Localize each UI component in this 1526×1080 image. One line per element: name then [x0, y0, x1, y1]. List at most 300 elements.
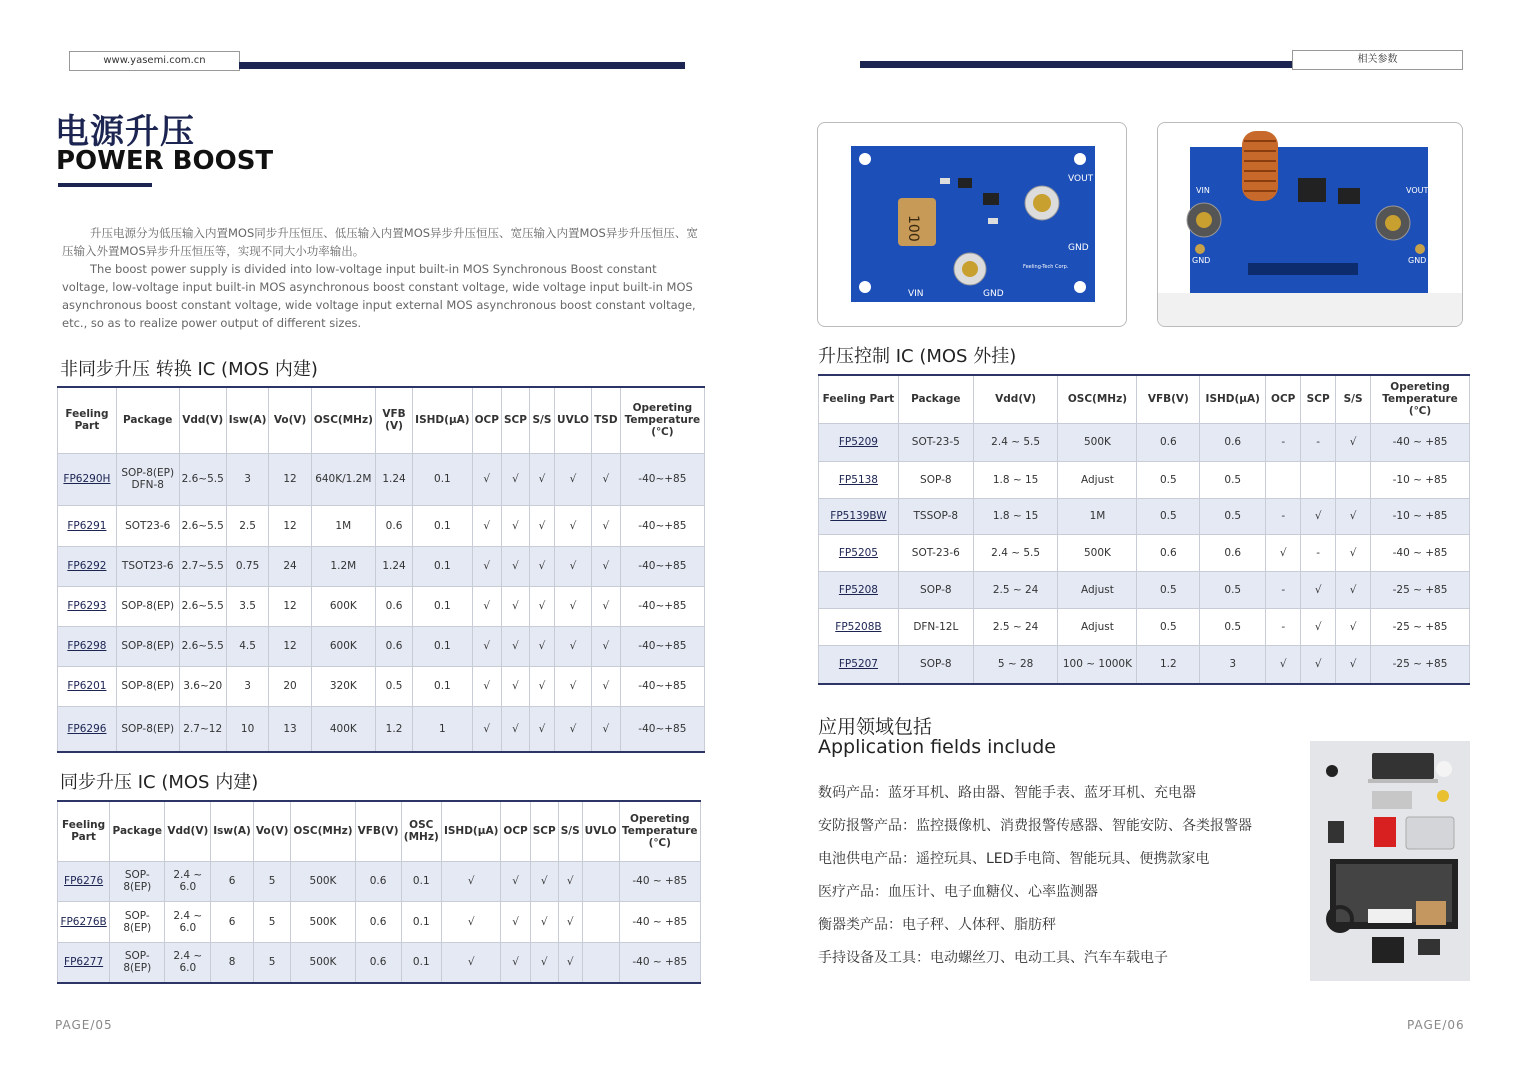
table2-heading: 同步升压 IC (MOS 内建) [60, 772, 259, 793]
table-cell: 3 [226, 453, 269, 505]
intro-cn: 升压电源分为低压输入内置MOS同步升压恒压、低压输入内置MOS异步升压恒压、宽压输入内置MOS异步升压恒压、宽压输入外置MOS异步升压恒压等，实现不同大小功率输出。 [62, 226, 698, 258]
column-header: VFB(V) [355, 801, 401, 861]
header-bar-left [239, 62, 685, 69]
part-number-link[interactable]: FP6277 [58, 942, 110, 983]
column-header: ISHD(μA) [413, 387, 472, 453]
table-cell [582, 901, 619, 942]
table-cell: 2.6~5.5 [179, 505, 226, 546]
table-row [58, 666, 705, 706]
table-cell: 2.5 [226, 505, 269, 546]
table-cell: 12 [269, 626, 311, 666]
application-item: 医疗产品：血压计、电子血糖仪、心率监测器 [818, 884, 1098, 900]
table-row [58, 505, 705, 546]
table-cell: -40~+85 [620, 586, 704, 626]
table-cell: -40 ~ +85 [619, 861, 700, 901]
table-cell: SOP-8(EP) [110, 901, 165, 942]
table-row [819, 645, 1470, 684]
table-cell: √ [1301, 645, 1336, 684]
table-cell: √ [1266, 645, 1301, 684]
table-cell: √ [555, 586, 592, 626]
async-boost-table [57, 386, 705, 753]
table-cell: 0.75 [226, 546, 269, 586]
table-cell: 0.6 [355, 942, 401, 983]
table-cell: √ [501, 453, 529, 505]
table-cell [582, 861, 619, 901]
table-cell: 0.1 [413, 505, 472, 546]
table-cell: -40 ~ +85 [1371, 423, 1470, 461]
table-cell: 500K [291, 901, 355, 942]
table-cell: √ [472, 505, 501, 546]
part-number-link[interactable]: FP6293 [58, 586, 117, 626]
table-cell: √ [591, 586, 620, 626]
application-item: 安防报警产品：监控摄像机、消费报警传感器、智能安防、各类报警器 [818, 818, 1252, 834]
table-cell: √ [1336, 498, 1371, 534]
table-cell: TSSOP-8 [898, 498, 973, 534]
table-cell: 1.8 ~ 15 [973, 498, 1058, 534]
right-page-tag: 相关参数 [1292, 50, 1463, 70]
table-cell: Adjust [1058, 608, 1137, 645]
table-cell: SOP-8(EP) [110, 942, 165, 983]
table-cell: √ [529, 666, 554, 706]
table-cell: 0.6 [1200, 534, 1266, 571]
table-cell: √ [501, 586, 529, 626]
column-header: SCP [501, 387, 529, 453]
part-number-link[interactable]: FP5138 [819, 461, 899, 498]
table-cell: - [1266, 423, 1301, 461]
table-cell: √ [1336, 645, 1371, 684]
column-header: S/S [529, 387, 554, 453]
column-header: Opereting Temperature (℃) [619, 801, 700, 861]
table-cell: SOP-8(EP) [110, 861, 165, 901]
table-cell: √ [501, 505, 529, 546]
table-cell: √ [441, 861, 500, 901]
board1-brand: Feeling-Tech Corp. [1023, 264, 1069, 270]
column-header: Feeling Part [58, 387, 117, 453]
table-cell: SOP-8 [898, 461, 973, 498]
table-cell: 5 [253, 861, 291, 901]
column-header: S/S [1336, 375, 1371, 423]
table-cell: 0.1 [413, 626, 472, 666]
table-cell: -40 ~ +85 [1371, 534, 1470, 571]
application-item: 电池供电产品：遥控玩具、LED手电筒、智能玩具、便携款家电 [818, 851, 1210, 867]
table-cell: 500K [1058, 534, 1137, 571]
table-cell: 4.5 [226, 626, 269, 666]
part-number-link[interactable]: FP6291 [58, 505, 117, 546]
table-cell: 2.4 ~ 5.5 [973, 423, 1058, 461]
applications-heading-en: Application fields include [818, 736, 1056, 758]
table-cell: 0.6 [375, 505, 412, 546]
table-cell: √ [558, 861, 582, 901]
table-cell: SOP-8 [898, 571, 973, 608]
board1-gnd-label: GND [1068, 243, 1089, 253]
table-cell: √ [1336, 423, 1371, 461]
table-cell: 2.6~5.5 [179, 453, 226, 505]
table-row [58, 706, 705, 752]
table-cell: 1.24 [375, 453, 412, 505]
table-cell: 500K [291, 942, 355, 983]
column-header: Isw(A) [226, 387, 269, 453]
table-cell: √ [1336, 534, 1371, 571]
column-header: Vo(V) [269, 387, 311, 453]
board1-vin-label: VIN [908, 289, 924, 299]
table-cell: 5 ~ 28 [973, 645, 1058, 684]
table-cell: 0.6 [355, 901, 401, 942]
table-cell: -40~+85 [620, 706, 704, 752]
part-number-link[interactable]: FP6298 [58, 626, 117, 666]
table-row [58, 901, 701, 942]
table-cell: √ [591, 505, 620, 546]
column-header: SCP [1301, 375, 1336, 423]
table-cell: √ [558, 942, 582, 983]
header-bar-right [860, 61, 1317, 68]
table-cell: √ [555, 706, 592, 752]
column-header: OSC(MHz) [291, 801, 355, 861]
table-cell: √ [1336, 571, 1371, 608]
board2-gnd2-label: GND [1408, 256, 1427, 265]
table-row [58, 626, 705, 666]
table-cell: √ [530, 861, 558, 901]
table-cell: 0.5 [1137, 498, 1200, 534]
applications-heading-cn: 应用领域包括 [818, 716, 933, 738]
table3-heading: 升压控制 IC (MOS 外挂) [818, 346, 1017, 367]
table-cell: -40~+85 [620, 626, 704, 666]
table-cell: 20 [269, 666, 311, 706]
workspace-photo [1310, 741, 1470, 981]
table-cell: 0.5 [1137, 571, 1200, 608]
column-header: UVLO [555, 387, 592, 453]
part-number-link[interactable]: FP5208B [819, 608, 899, 645]
table-cell: 2.6~5.5 [179, 626, 226, 666]
table-cell: -40 ~ +85 [619, 901, 700, 942]
column-header: OCP [472, 387, 501, 453]
part-number-link[interactable]: FP6290H [58, 453, 117, 505]
table-cell: SOP-8(EP) [116, 706, 179, 752]
table-cell: √ [1301, 571, 1336, 608]
column-header: OSC (MHz) [401, 801, 441, 861]
table-row [819, 461, 1470, 498]
table-cell: 0.6 [1137, 534, 1200, 571]
table-cell: Adjust [1058, 571, 1137, 608]
table-cell: 2.4 ~ 5.5 [973, 534, 1058, 571]
table-cell: √ [529, 546, 554, 586]
table-row [819, 608, 1470, 645]
table-cell: 600K [311, 626, 375, 666]
table-cell: 1M [311, 505, 375, 546]
table-cell: 320K [311, 666, 375, 706]
table-cell: -25 ~ +85 [1371, 608, 1470, 645]
table-cell: - [1266, 608, 1301, 645]
table-cell: 2.7~12 [179, 706, 226, 752]
table-cell: 1.2 [1137, 645, 1200, 684]
part-number-link[interactable]: FP5209 [819, 423, 899, 461]
table-cell: SOT-23-6 [898, 534, 973, 571]
board2-gnd-label: GND [1192, 256, 1211, 265]
table-cell: √ [501, 546, 529, 586]
table1-heading: 非同步升压 转换 IC (MOS 内建) [60, 359, 318, 380]
table-cell: 500K [291, 861, 355, 901]
table-cell: 100 ~ 1000K [1058, 645, 1137, 684]
column-header: OSC(MHz) [1058, 375, 1137, 423]
table-cell: √ [591, 666, 620, 706]
table-cell: -40~+85 [620, 666, 704, 706]
table-cell: 1M [1058, 498, 1137, 534]
table-cell: 6 [211, 861, 254, 901]
part-number-link[interactable]: FP6276B [58, 901, 110, 942]
column-header: S/S [558, 801, 582, 861]
table-row [819, 534, 1470, 571]
table-cell: √ [558, 901, 582, 942]
table-cell: SOT23-6 [116, 505, 179, 546]
column-header: Isw(A) [211, 801, 254, 861]
intro-en: The boost power supply is divided into low-voltage input built-in MOS Synchronous Boost constant voltage, low-voltage input built-in MOS asynchronous boost constant voltage, wide voltage input built-in MOS asynchronous boost constant voltage, wide voltage input external MOS asynchronous boost constant voltage, etc., so as to realize power output of different sizes. [62, 262, 696, 330]
table-cell: 0.5 [1200, 571, 1266, 608]
table-cell: √ [591, 453, 620, 505]
table-cell: -40~+85 [620, 505, 704, 546]
boost-board-image-2 [1157, 122, 1463, 327]
table-cell: 12 [269, 453, 311, 505]
part-number-link[interactable]: FP6292 [58, 546, 117, 586]
table-cell: √ [472, 453, 501, 505]
table-cell: -40 ~ +85 [619, 942, 700, 983]
table-cell: - [1301, 534, 1336, 571]
table-cell: √ [529, 453, 554, 505]
table-cell: -25 ~ +85 [1371, 571, 1470, 608]
column-header: Package [110, 801, 165, 861]
table-cell: √ [555, 453, 592, 505]
application-item: 手持设备及工具：电动螺丝刀、电动工具、汽车车载电子 [818, 950, 1168, 966]
table-cell: 0.1 [413, 453, 472, 505]
table-row [58, 861, 701, 901]
table-cell: 640K/1.2M [311, 453, 375, 505]
table-cell: - [1266, 498, 1301, 534]
table-cell: √ [591, 706, 620, 752]
table-cell: 3 [1200, 645, 1266, 684]
part-number-link[interactable]: FP5205 [819, 534, 899, 571]
column-header: Vdd(V) [165, 801, 211, 861]
table-cell: 2.6~5.5 [179, 586, 226, 626]
table-cell: 3.5 [226, 586, 269, 626]
table-cell: √ [501, 942, 530, 983]
application-item: 衡器类产品：电子秤、人体秤、脂肪秤 [818, 917, 1056, 933]
table-cell: 12 [269, 505, 311, 546]
column-header: VFB(V) [1137, 375, 1200, 423]
table-cell: -10 ~ +85 [1371, 461, 1470, 498]
table-cell [1336, 461, 1371, 498]
website-url: www.yasemi.com.cn [69, 51, 240, 71]
table-cell: √ [501, 901, 530, 942]
table-cell: 0.6 [375, 626, 412, 666]
table-cell [582, 942, 619, 983]
column-header: VFB (V) [375, 387, 412, 453]
board2-vin-label: VIN [1196, 186, 1210, 195]
table-cell: √ [501, 861, 530, 901]
table-cell: 8 [211, 942, 254, 983]
table-cell: 2.4 ~ 6.0 [165, 942, 211, 983]
column-header: Vdd(V) [179, 387, 226, 453]
table-cell: 0.1 [401, 861, 441, 901]
table-cell: √ [529, 626, 554, 666]
table-cell: SOP-8(EP) DFN-8 [116, 453, 179, 505]
table-cell: √ [529, 505, 554, 546]
table-cell: 0.1 [401, 901, 441, 942]
boost-controller-table [818, 374, 1470, 685]
column-header: SCP [530, 801, 558, 861]
table-cell: -40~+85 [620, 453, 704, 505]
page-title-en: POWER BOOST [56, 146, 274, 176]
column-header: Package [898, 375, 973, 423]
table-cell: 5 [253, 901, 291, 942]
table-cell: 10 [226, 706, 269, 752]
table-cell [1301, 461, 1336, 498]
column-header: Opereting Temperature (℃) [620, 387, 704, 453]
table-cell: 2.5 ~ 24 [973, 571, 1058, 608]
board2-vout-label: VOUT [1406, 186, 1429, 195]
table-cell: √ [472, 666, 501, 706]
table-cell: √ [1266, 534, 1301, 571]
table-cell: - [1266, 571, 1301, 608]
column-header: Opereting Temperature (℃) [1371, 375, 1470, 423]
table-cell: √ [529, 706, 554, 752]
column-header: ISHD(μA) [1200, 375, 1266, 423]
table-cell: √ [501, 666, 529, 706]
applications-list [818, 783, 1252, 981]
page-title-cn: 电源升压 [55, 112, 195, 152]
table-cell: 2.7~5.5 [179, 546, 226, 586]
table-cell: 5 [253, 942, 291, 983]
table-cell: 0.5 [1200, 461, 1266, 498]
column-header: Package [116, 387, 179, 453]
table-cell: √ [501, 626, 529, 666]
table-cell: √ [530, 901, 558, 942]
table-cell: Adjust [1058, 461, 1137, 498]
column-header: OCP [1266, 375, 1301, 423]
title-underline [58, 183, 152, 187]
table-cell: 500K [1058, 423, 1137, 461]
column-header: Vdd(V) [973, 375, 1058, 423]
table-cell: 0.5 [1137, 461, 1200, 498]
table-cell: √ [555, 505, 592, 546]
table-cell: -40~+85 [620, 546, 704, 586]
table-cell: 0.6 [1200, 423, 1266, 461]
board1-vout-label: VOUT [1068, 174, 1094, 184]
page-number-left: PAGE/05 [55, 1018, 113, 1032]
part-number-link[interactable]: FP6276 [58, 861, 110, 901]
table-row [819, 571, 1470, 608]
table-cell: - [1301, 423, 1336, 461]
table-cell: √ [591, 626, 620, 666]
table-cell: 2.5 ~ 24 [973, 608, 1058, 645]
table-cell: √ [441, 942, 500, 983]
inductor-label: 100 [905, 215, 921, 242]
table-cell: SOP-8 [898, 645, 973, 684]
table-cell: -25 ~ +85 [1371, 645, 1470, 684]
column-header: OCP [501, 801, 530, 861]
table-cell: 3 [226, 666, 269, 706]
table-cell: SOP-8(EP) [116, 586, 179, 626]
table-cell: √ [1336, 608, 1371, 645]
table-cell: 0.1 [401, 942, 441, 983]
board1-gnd2-label: GND [983, 289, 1004, 299]
table-cell: 0.5 [375, 666, 412, 706]
column-header: Vo(V) [253, 801, 291, 861]
table-cell: √ [591, 546, 620, 586]
table-cell: SOT-23-5 [898, 423, 973, 461]
table-row [58, 546, 705, 586]
table-cell [1266, 461, 1301, 498]
table-cell: 0.5 [1200, 498, 1266, 534]
table-cell: √ [1301, 608, 1336, 645]
table-cell: √ [472, 626, 501, 666]
table-cell: √ [555, 626, 592, 666]
table-cell: 13 [269, 706, 311, 752]
table-cell: DFN-12L [898, 608, 973, 645]
table-cell: 6 [211, 901, 254, 942]
table-cell: √ [529, 586, 554, 626]
page-number-right: PAGE/06 [1407, 1018, 1465, 1032]
column-header: Feeling Part [819, 375, 899, 423]
intro-text [62, 224, 702, 332]
table-cell: √ [441, 901, 500, 942]
table-cell: 1.8 ~ 15 [973, 461, 1058, 498]
table-cell: 0.1 [413, 546, 472, 586]
table-cell: 3.6~20 [179, 666, 226, 706]
table-cell: √ [530, 942, 558, 983]
table-row [58, 453, 705, 505]
table-cell: 2.4 ~ 6.0 [165, 861, 211, 901]
column-header: UVLO [582, 801, 619, 861]
table-cell: 1.2 [375, 706, 412, 752]
table-cell: TSOT23-6 [116, 546, 179, 586]
table-cell: 1 [413, 706, 472, 752]
table-cell: 24 [269, 546, 311, 586]
table-cell: 12 [269, 586, 311, 626]
table-cell: 1.2M [311, 546, 375, 586]
column-header: OSC(MHz) [311, 387, 375, 453]
table-cell: SOP-8(EP) [116, 666, 179, 706]
table-cell: 2.4 ~ 6.0 [165, 901, 211, 942]
part-number-link[interactable]: FP5207 [819, 645, 899, 684]
sync-boost-table [57, 800, 701, 984]
part-number-link[interactable]: FP6201 [58, 666, 117, 706]
column-header: Feeling Part [58, 801, 110, 861]
table-cell: √ [472, 546, 501, 586]
part-number-link[interactable]: FP5208 [819, 571, 899, 608]
table-cell: 0.1 [413, 586, 472, 626]
table-row [819, 423, 1470, 461]
application-item: 数码产品：蓝牙耳机、路由器、智能手表、蓝牙耳机、充电器 [818, 785, 1196, 801]
table-cell: 0.6 [1137, 423, 1200, 461]
table-cell: √ [501, 706, 529, 752]
table-row [58, 586, 705, 626]
part-number-link[interactable]: FP5139BW [819, 498, 899, 534]
table-cell: 0.1 [413, 666, 472, 706]
table-row [819, 498, 1470, 534]
table-cell: √ [555, 546, 592, 586]
table-cell: 400K [311, 706, 375, 752]
column-header: ISHD(μA) [441, 801, 500, 861]
table-cell: 600K [311, 586, 375, 626]
part-number-link[interactable]: FP6296 [58, 706, 117, 752]
table-cell: √ [555, 666, 592, 706]
column-header: TSD [591, 387, 620, 453]
table-cell: √ [472, 706, 501, 752]
table-cell: 0.5 [1200, 608, 1266, 645]
table-cell: 0.5 [1137, 608, 1200, 645]
table-cell: √ [1301, 498, 1336, 534]
table-cell: 0.6 [355, 861, 401, 901]
table-cell: 0.6 [375, 586, 412, 626]
table-row [58, 942, 701, 983]
